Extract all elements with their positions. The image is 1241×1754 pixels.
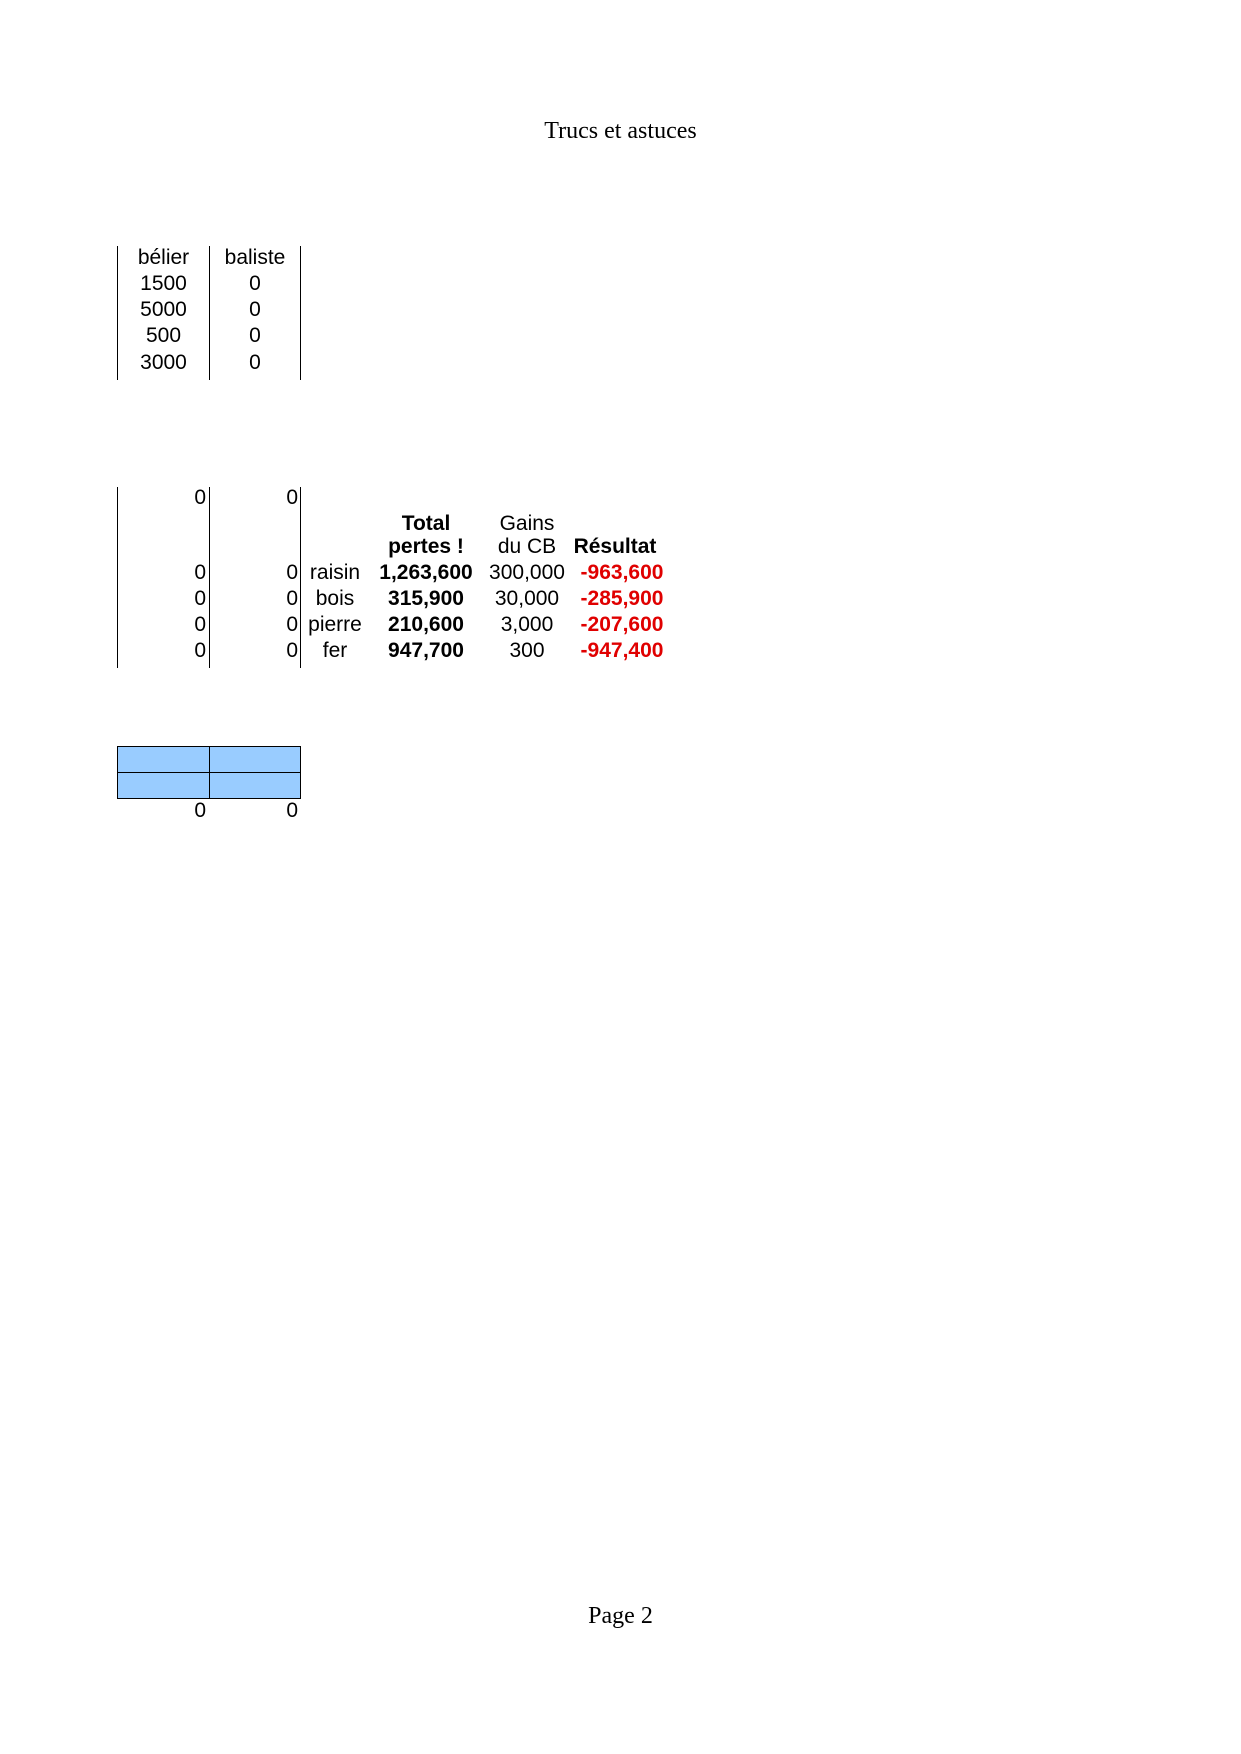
table-cell: 0 bbox=[194, 639, 206, 662]
page-footer-number: Page 2 bbox=[588, 1603, 653, 1629]
page-header-title: Trucs et astuces bbox=[544, 118, 697, 144]
result-value: -947,400 bbox=[580, 639, 664, 662]
total-losses-value: 1,263,600 bbox=[379, 561, 473, 584]
table-cell: 0 bbox=[249, 272, 261, 295]
blue-cell bbox=[117, 746, 210, 773]
blue-cell bbox=[209, 772, 301, 799]
table-cell: 0 bbox=[194, 799, 206, 822]
result-value: -285,900 bbox=[580, 587, 664, 610]
cell-border bbox=[117, 746, 118, 799]
column-header-belier: bélier bbox=[137, 246, 190, 269]
table-cell: 0 bbox=[249, 351, 261, 374]
table-cell: 1500 bbox=[140, 272, 187, 295]
total-losses-value: 315,900 bbox=[388, 587, 464, 610]
table-cell: 0 bbox=[286, 486, 298, 509]
table-cell: 0 bbox=[249, 324, 261, 347]
table-cell: 0 bbox=[286, 613, 298, 636]
column-divider bbox=[300, 487, 301, 668]
blue-cell bbox=[117, 772, 210, 799]
cell-border bbox=[300, 746, 301, 799]
table-cell: 0 bbox=[249, 298, 261, 321]
resource-label: pierre bbox=[308, 613, 362, 636]
blue-cell bbox=[209, 746, 301, 773]
table-cell: 0 bbox=[194, 561, 206, 584]
result-value: -963,600 bbox=[580, 561, 664, 584]
gains-value: 300,000 bbox=[489, 561, 565, 584]
resource-label: fer bbox=[322, 639, 348, 662]
gains-value: 3,000 bbox=[500, 613, 554, 636]
column-header-baliste: baliste bbox=[224, 246, 286, 269]
column-header-total-line1: Total bbox=[401, 512, 451, 535]
cell-border bbox=[209, 746, 210, 799]
table-cell: 0 bbox=[286, 639, 298, 662]
table-cell: 0 bbox=[286, 799, 298, 822]
table-cell: 3000 bbox=[140, 351, 187, 374]
total-losses-value: 210,600 bbox=[388, 613, 464, 636]
table-cell: 0 bbox=[194, 613, 206, 636]
table-cell: 500 bbox=[145, 324, 182, 347]
column-header-gains-line2: du CB bbox=[497, 535, 557, 558]
column-header-gains-line1: Gains bbox=[499, 512, 555, 535]
resource-label: raisin bbox=[309, 561, 361, 584]
gains-value: 300 bbox=[509, 639, 545, 662]
column-header-total-line2: pertes ! bbox=[388, 535, 464, 558]
table-cell: 0 bbox=[194, 587, 206, 610]
total-losses-value: 947,700 bbox=[388, 639, 464, 662]
table-cell: 5000 bbox=[140, 298, 187, 321]
resource-label: bois bbox=[315, 587, 355, 610]
result-value: -207,600 bbox=[580, 613, 664, 636]
column-divider bbox=[300, 246, 301, 380]
table-cell: 0 bbox=[286, 587, 298, 610]
gains-value: 30,000 bbox=[494, 587, 560, 610]
column-header-resultat: Résultat bbox=[573, 535, 657, 558]
table-cell: 0 bbox=[194, 486, 206, 509]
table-cell: 0 bbox=[286, 561, 298, 584]
